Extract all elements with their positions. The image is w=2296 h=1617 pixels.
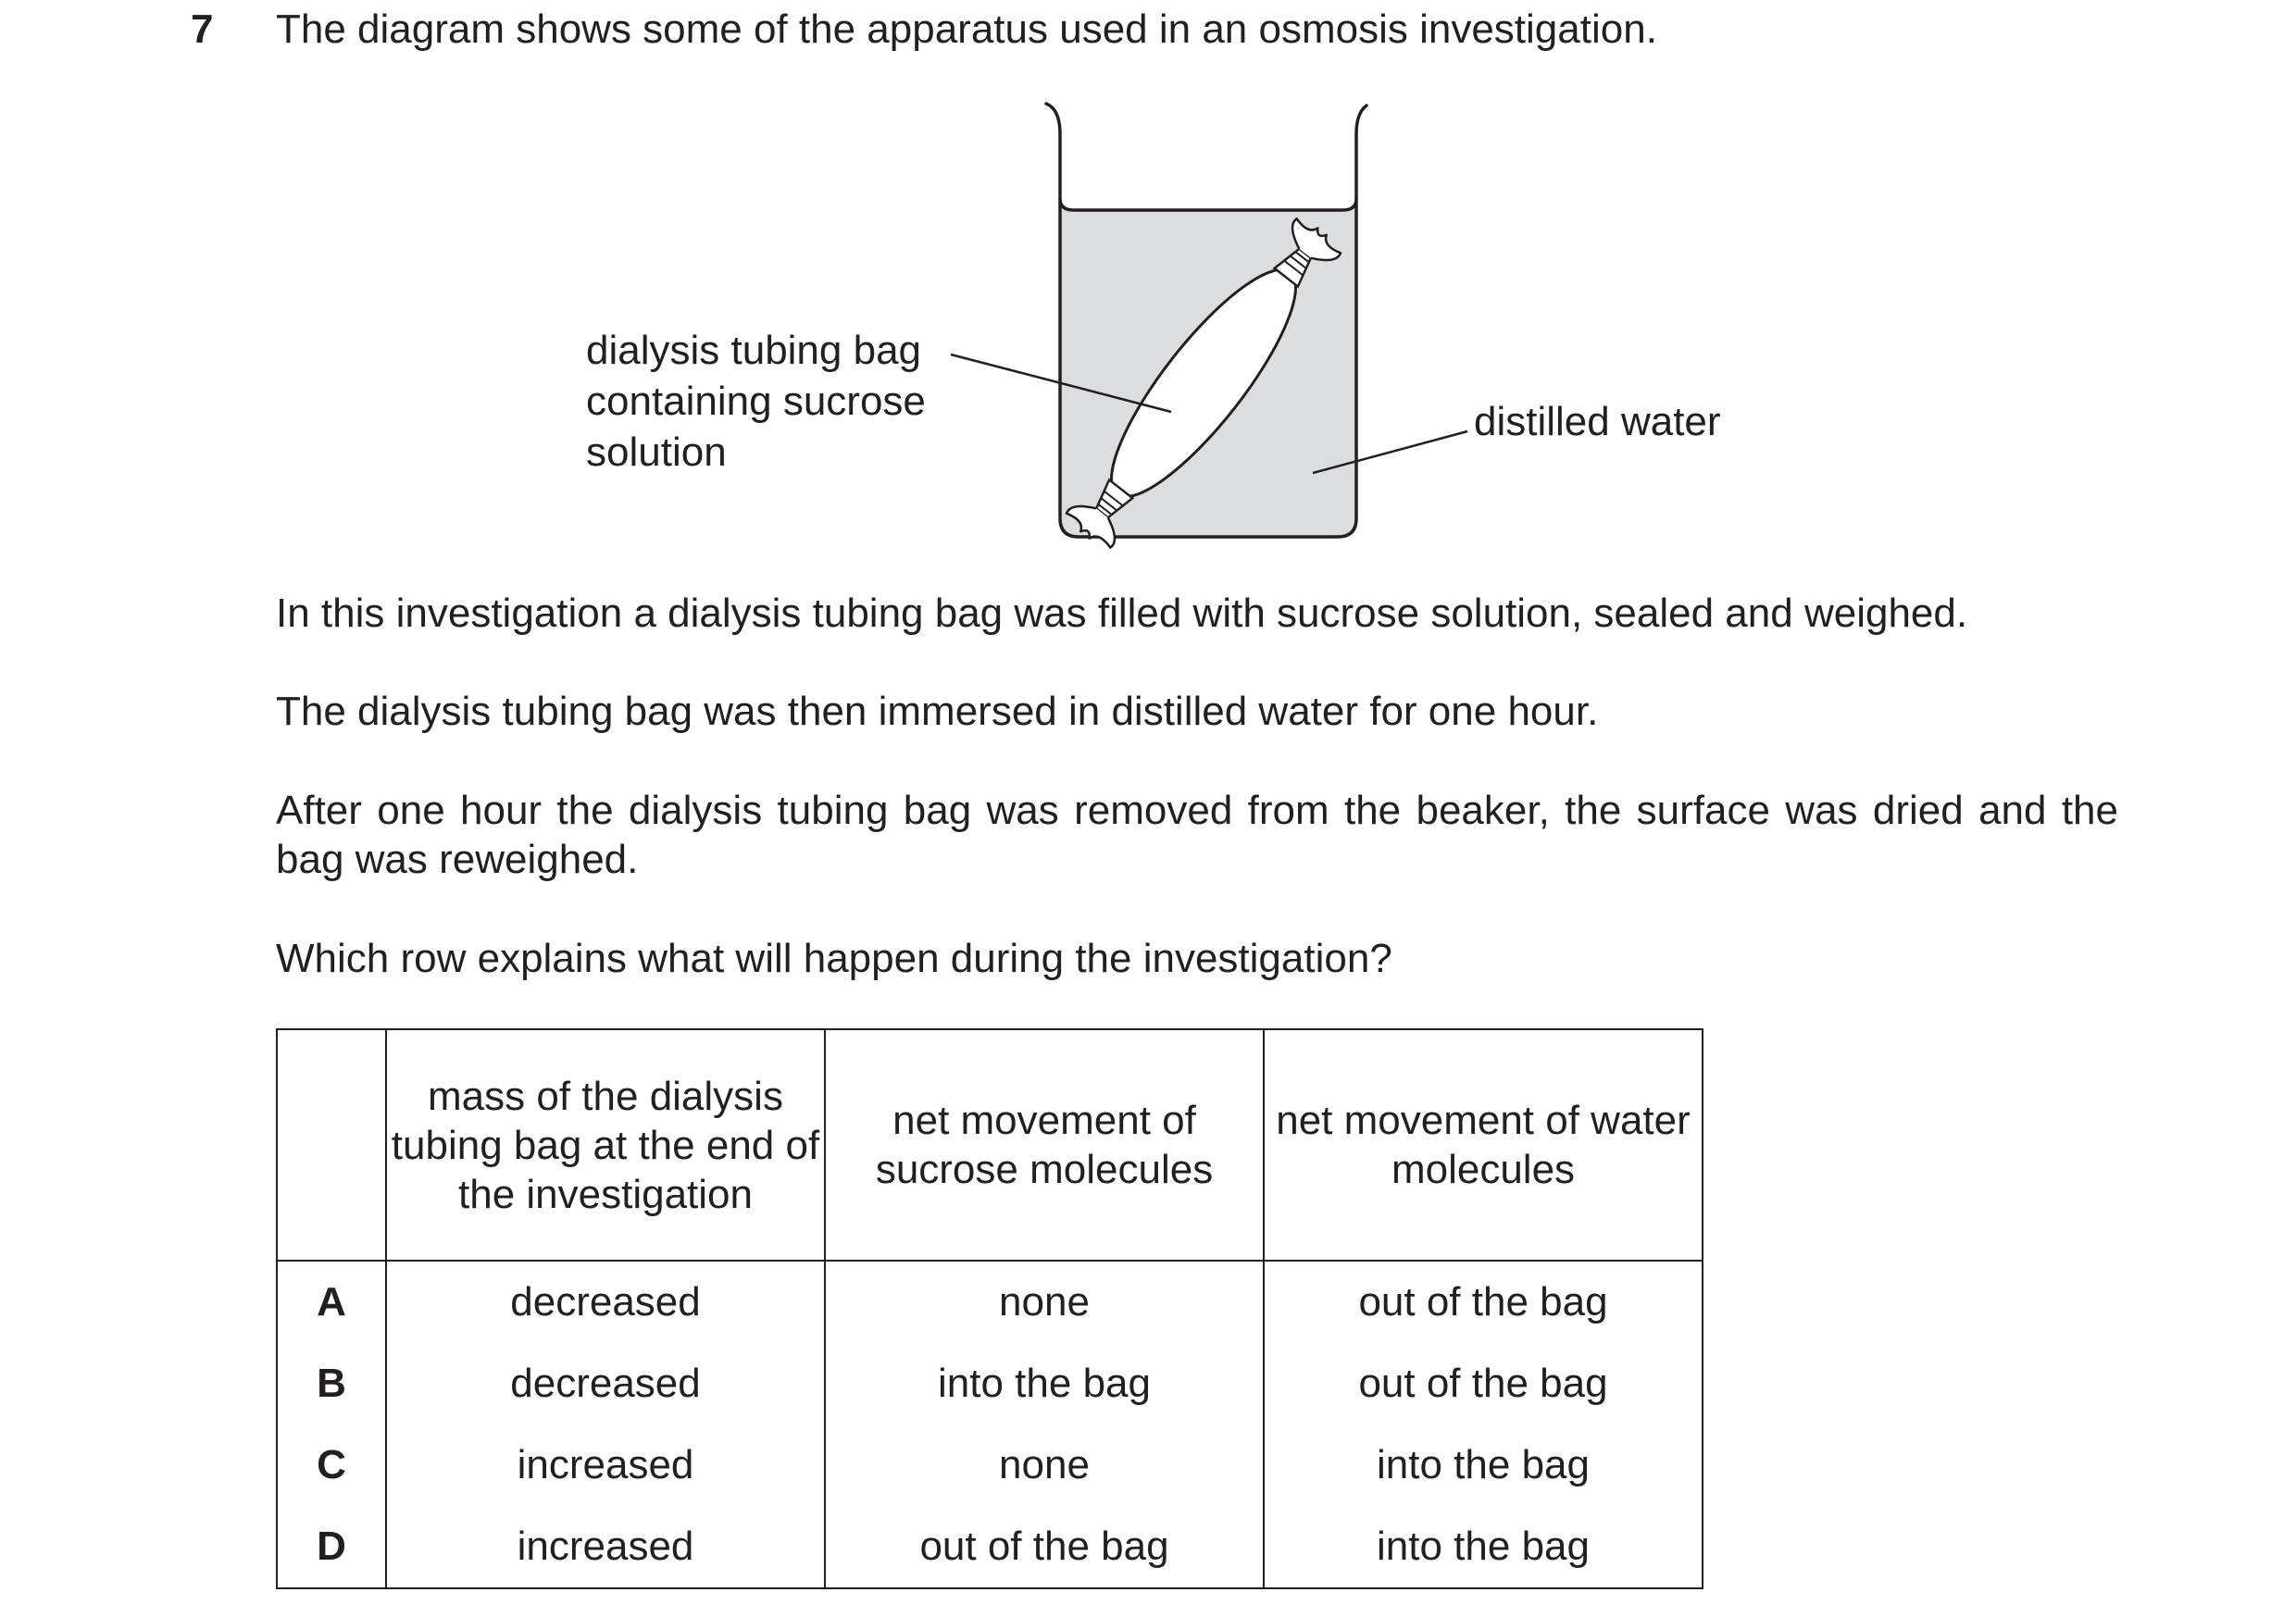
cell-water: out of the bag <box>1264 1343 1703 1424</box>
header-letter <box>277 1029 386 1261</box>
row-letter: B <box>277 1343 386 1424</box>
cell-sucrose: none <box>825 1424 1264 1506</box>
header-water: net movement of water molecules <box>1264 1029 1703 1261</box>
table-row <box>277 1343 1703 1424</box>
answer-table <box>276 1028 1703 1589</box>
table-row <box>277 1261 1703 1343</box>
paragraph-4: Which row explains what will happen during the investigation? <box>276 936 1392 981</box>
cell-sucrose: out of the bag <box>825 1506 1264 1588</box>
row-letter: C <box>277 1424 386 1506</box>
cell-mass: decreased <box>386 1261 825 1343</box>
water-label: distilled water <box>1474 399 1721 444</box>
cell-mass: increased <box>386 1424 825 1506</box>
table-row <box>277 1424 1703 1506</box>
answer-table-wrap <box>276 1028 1703 1589</box>
table-header-row <box>277 1029 1703 1261</box>
osmosis-apparatus-diagram <box>0 0 2296 574</box>
water-surface-line <box>1060 199 1356 210</box>
cell-water: into the bag <box>1264 1506 1703 1588</box>
row-letter: D <box>277 1506 386 1588</box>
table-row <box>277 1506 1703 1588</box>
paragraph-3: After one hour the dialysis tubing bag was removed from the beaker, the surface was dried and the bag was reweighed. <box>276 788 2118 882</box>
cell-sucrose: none <box>825 1261 1264 1343</box>
cell-water: into the bag <box>1264 1424 1703 1506</box>
bag-label-line-2: containing sucrose <box>586 379 926 424</box>
question-number: 7 <box>191 6 214 52</box>
bag-label-line-3: solution <box>586 429 727 475</box>
header-sucrose: net movement of sucrose molecules <box>825 1029 1264 1261</box>
question-intro: The diagram shows some of the apparatus used in an osmosis investigation. <box>276 6 1657 52</box>
cell-sucrose: into the bag <box>825 1343 1264 1424</box>
paragraph-1: In this investigation a dialysis tubing bag was filled with sucrose solution, sealed and weighed. <box>276 591 1968 636</box>
row-letter: A <box>277 1261 386 1343</box>
paragraph-2: The dialysis tubing bag was then immersed in distilled water for one hour. <box>276 689 1599 734</box>
header-mass: mass of the dialysis tubing bag at the end of the investigation <box>386 1029 825 1261</box>
cell-water: out of the bag <box>1264 1261 1703 1343</box>
cell-mass: decreased <box>386 1343 825 1424</box>
cell-mass: increased <box>386 1506 825 1588</box>
bag-label-line-1: dialysis tubing bag <box>586 328 922 373</box>
